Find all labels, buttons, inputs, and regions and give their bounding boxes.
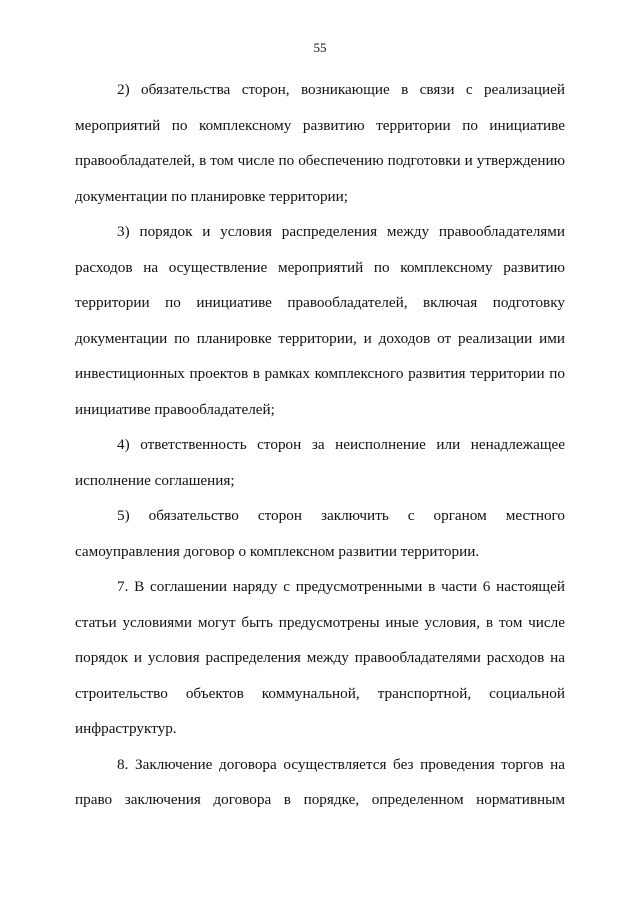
document-body xyxy=(75,72,565,818)
paragraph-cost-distribution: 3) порядок и условия распределения между правообладателями расходов на осуществление мероприятий по комплексному развитию территории по инициативе правообладателей, включая подготовку документации по планировке территории, и доходов от реализации ими инвестиционных проектов в рамках комплексного развития территории по инициативе правообладателей; xyxy=(75,223,565,418)
paragraph-liability: 4) ответственность сторон за неисполнение или ненадлежащее исполнение соглашения; xyxy=(75,436,565,489)
paragraph-clause-7: 7. В соглашении наряду с предусмотренными в части 6 настоящей статьи условиями могут быть предусмотрены иные условия, в том числе порядок и условия распределения между правообладателями расходов на строительство объектов коммунальной, транспортной, социальной инфраструктур. xyxy=(75,578,565,737)
paragraph-contract-obligation: 5) обязательство сторон заключить с органом местного самоуправления договор о комплексном развитии территории. xyxy=(75,507,565,560)
page-number: 55 xyxy=(313,40,327,55)
paragraph-obligations-of-parties: 2) обязательства сторон, возникающие в связи с реализацией мероприятий по комплексному развитию территории по инициативе правообладателей, в том числе по обеспечению подготовки и утверждению документации по планировке территории; xyxy=(75,81,565,205)
paragraph-clause-8: 8. Заключение договора осуществляется без проведения торгов на право заключения договора в порядке, определенном нормативным xyxy=(75,755,565,808)
